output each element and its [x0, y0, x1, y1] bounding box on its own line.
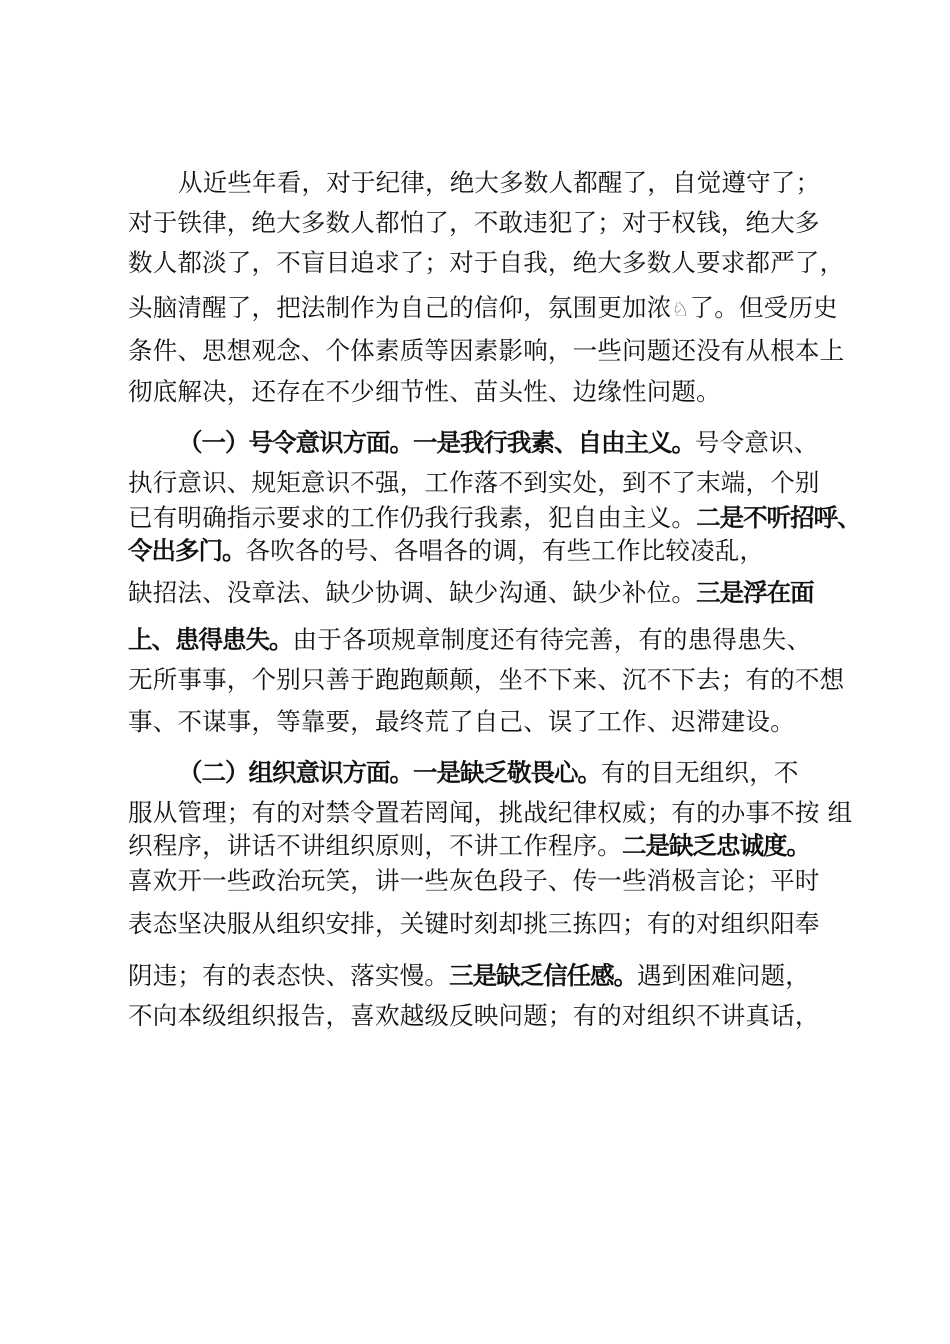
- body-text: 已有明确指示要求的工作仍我行我素，犯自由主义。: [128, 503, 697, 532]
- text-line: [128, 468, 820, 498]
- text-line: [178, 428, 819, 458]
- text-line: [128, 831, 810, 861]
- bold-heading-text: 三是缺乏信任感。: [449, 961, 638, 990]
- bold-heading-text: 二是缺乏忠诚度。: [622, 831, 810, 860]
- text-line: [128, 909, 820, 939]
- text-line: [178, 758, 799, 788]
- body-text: 各吹各的号、各唱各的调，有些工作比较凌乱，: [245, 536, 765, 565]
- body-text: 彻底解决，还存在不少细节性、苗头性、边缘性问题。: [128, 377, 721, 406]
- text-line: [128, 625, 811, 655]
- body-text: 喜欢开一些政治玩笑，讲一些灰色段子、传一些消极言论；平时: [128, 866, 820, 895]
- text-line: [128, 248, 844, 278]
- text-line: [128, 707, 795, 737]
- text-line: [178, 168, 820, 198]
- bold-heading-text: 令出多门。: [128, 536, 246, 565]
- text-line: [128, 798, 852, 828]
- bold-heading-text: 二是不听招呼、: [696, 503, 861, 532]
- body-text: 事、不谋事，等靠要，最终荒了自己、误了工作、迟滞建设。: [128, 707, 795, 736]
- body-text: 从近些年看，对于纪律，绝大多数人都醒了，自觉遵守了；: [178, 168, 821, 197]
- text-line: [128, 536, 764, 566]
- text-line: [128, 1001, 820, 1031]
- text-line: [128, 503, 861, 533]
- bold-heading-text: 上、患得患失。: [128, 625, 293, 654]
- text-line: [128, 293, 838, 324]
- unknown-glyph-icon: ♘: [671, 297, 690, 321]
- body-text: 织程序，讲话不讲组织原则，不讲工作程序。: [128, 831, 622, 860]
- bold-heading-text: （二）组织意识方面。一是缺乏敬畏心。: [178, 758, 601, 787]
- body-text: 由于各项规章制度还有待完善，有的患得患失、: [292, 625, 812, 654]
- bold-heading-text: 三是浮在面: [696, 578, 814, 607]
- body-text: 有的目无组织，不: [601, 758, 799, 787]
- text-line: [128, 208, 820, 238]
- body-text: 阴违；有的表态快、落实慢。: [128, 961, 450, 990]
- body-text: 不向本级组织报告，喜欢越级反映问题；有的对组织不讲真话，: [128, 1001, 820, 1030]
- body-text: 号令意识、: [695, 428, 819, 457]
- text-line: [128, 377, 721, 407]
- text-line: [128, 866, 820, 896]
- text-line: [128, 578, 814, 608]
- body-text: 执行意识、规矩意识不强，工作落不到实处，到不了末端，个别: [128, 468, 820, 497]
- text-line: [128, 665, 844, 695]
- body-text: 服从管理；有的对禁令置若罔闻，挑战纪律权威；有的办事不按 组: [128, 798, 853, 827]
- body-text: 无所事事，个别只善于跑跑颠颠，坐不下来、沉不下去；有的不想: [128, 665, 845, 694]
- body-text: 缺招法、没章法、缺少协调、缺少沟通、缺少补位。: [128, 578, 697, 607]
- text-line: [128, 961, 810, 991]
- body-text: 对于铁律，绝大多数人都怕了，不敢违犯了；对于权钱，绝大多: [128, 208, 820, 237]
- body-text: 了。但受历史: [689, 293, 838, 322]
- text-line: [128, 336, 844, 366]
- bold-heading-text: （一）号令意识方面。一是我行我素、自由主义。: [178, 428, 695, 457]
- body-text: 表态坚决服从组织安排，关键时刻却挑三拣四；有的对组织阳奉: [128, 909, 820, 938]
- body-text: 数人都淡了，不盲目追求了；对于自我，绝大多数人要求都严了，: [128, 248, 845, 277]
- body-text: 头脑清醒了，把法制作为自己的信仰，氛围更加浓: [128, 293, 672, 322]
- body-text: 条件、思想观念、个体素质等因素影响，一些问题还没有从根本上: [128, 336, 845, 365]
- body-text: 遇到困难问题，: [637, 961, 811, 990]
